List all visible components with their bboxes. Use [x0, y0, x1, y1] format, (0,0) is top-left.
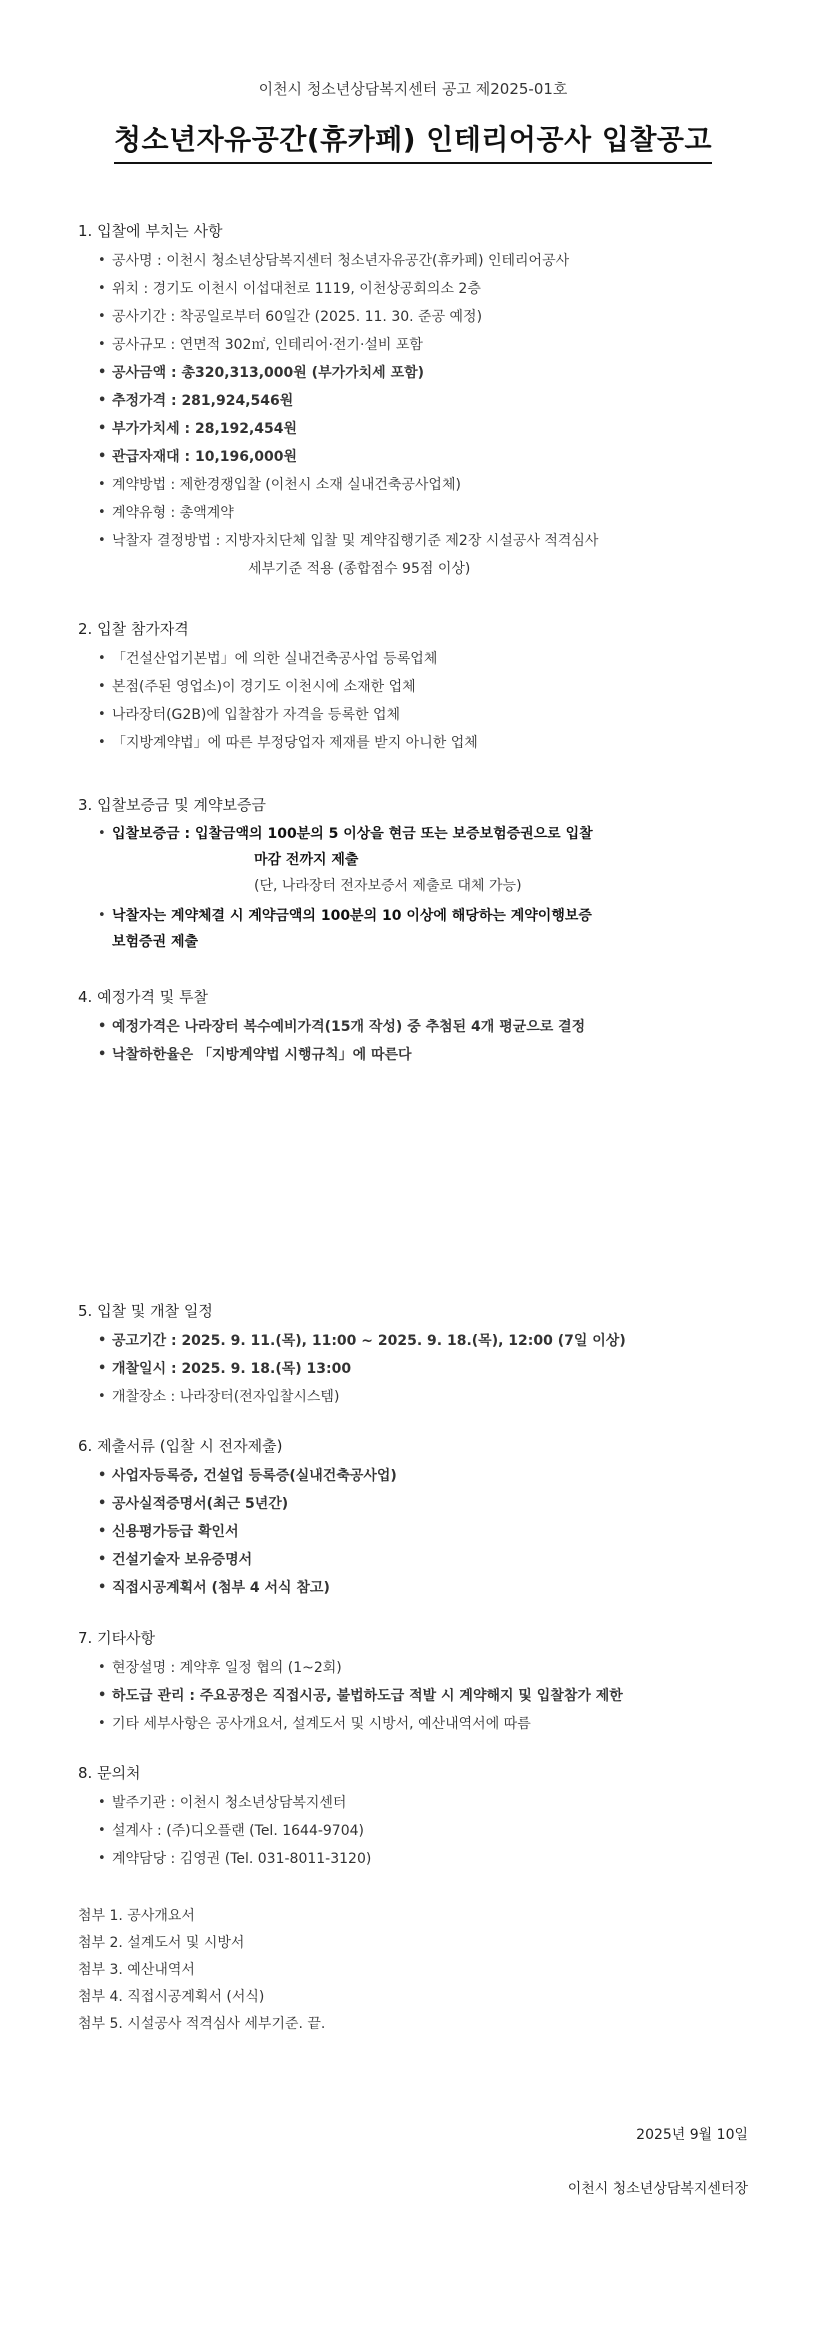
list-item [78, 471, 768, 499]
section-title: 8. 문의처 [78, 1764, 141, 1782]
item-line-note: (단, 나라장터 전자보증서 제출로 대체 가능) [254, 878, 522, 894]
section-contact [78, 1759, 768, 1873]
list-item: • 계약담당 : 김영권 (Tel. 031-8011-3120) [78, 1845, 768, 1873]
item-list [78, 1013, 768, 1069]
list-item: • 공사금액 : 총320,313,000원 (부가가치세 포함) [78, 359, 768, 387]
list-item: • 본점(주된 영업소)이 경기도 이천시에 소재한 업체 [78, 673, 768, 701]
notice-number: 이천시 청소년상담복지센터 공고 제2025-01호 [258, 80, 568, 98]
list-item: • 현장설명 : 계약후 일정 협의 (1~2회) [78, 1654, 768, 1682]
list-item: • 직접시공계획서 (첨부 4 서식 참고) [78, 1574, 768, 1602]
section-schedule [78, 1297, 768, 1411]
list-item: • 낙찰하한율은 「지방계약법 시행규칙」에 따른다 [78, 1041, 768, 1069]
list-item: • 부가가치세 : 28,192,454원 [78, 415, 768, 443]
list-item: • 공사규모 : 연면적 302㎡, 인테리어·전기·설비 포함 [78, 331, 768, 359]
notice-date: 2025년 9월 10일 [636, 2127, 748, 2143]
item-line-cont: 세부기준 적용 (종합점수 95점 이상) [248, 561, 471, 577]
list-item: • 개찰일시 : 2025. 9. 18.(목) 13:00 [78, 1355, 768, 1383]
list-item: • 기타 세부사항은 공사개요서, 설계도서 및 시방서, 예산내역서에 따름 [78, 1710, 768, 1738]
list-item: • 발주기관 : 이천시 청소년상담복지센터 [78, 1789, 768, 1817]
list-item: • 공사명 : 이천시 청소년상담복지센터 청소년자유공간(휴카페) 인테리어공사 [78, 247, 768, 275]
contract-method: 계약방법 : 제한경쟁입찰 (이천시 소재 실내건축공사업체) [112, 477, 461, 493]
section-other [78, 1624, 768, 1738]
list-item: • 하도급 관리 : 주요공정은 직접시공, 불법하도급 적발 시 계약해지 및 입찰참가 제한 [78, 1682, 768, 1710]
item-list [78, 645, 768, 757]
title-wrap [0, 118, 826, 164]
section-title: 7. 기타사항 [78, 1629, 156, 1647]
section-deposits [78, 791, 768, 955]
item-list [78, 1462, 768, 1602]
list-item: • 신용평가등급 확인서 [78, 1518, 768, 1546]
section-estimated-price [78, 983, 768, 1069]
item-list [78, 1654, 768, 1738]
list-item: • 계약유형 : 총액계약 [78, 499, 768, 527]
list-item: • 공고기간 : 2025. 9. 11.(목), 11:00 ~ 2025. 9. 18.(목), 12:00 (7일 이상) [78, 1327, 768, 1355]
list-item: • 건설기술자 보유증명서 [78, 1546, 768, 1574]
section-qualifications [78, 615, 768, 757]
item-line: • 입찰보증금 : 입찰금액의 100분의 5 이상을 현금 또는 보증보험증권으로 입찰 [112, 826, 593, 842]
section-bid-subject [78, 217, 768, 583]
item-list [78, 247, 768, 583]
issuer-name: 이천시 청소년상담복지센터장 [567, 2181, 748, 2197]
section-title: 4. 예정가격 및 투찰 [78, 988, 209, 1006]
item-list [78, 821, 768, 955]
page-title: 청소년자유공간(휴카페) 인테리어공사 입찰공고 [114, 118, 712, 164]
list-item: • 사업자등록증, 건설업 등록증(실내건축공사업) [78, 1462, 768, 1490]
list-item [78, 903, 768, 955]
attachment-item: 첨부 5. 시설공사 적격심사 세부기준. 끝. [78, 2016, 326, 2032]
list-item: • 설계사 : (주)디오플랜 (Tel. 1644-9704) [78, 1817, 768, 1845]
item-line: • 낙찰자 결정방법 : 지방자치단체 입찰 및 계약집행기준 제2장 시설공사 적격심사 [112, 533, 599, 549]
list-item: • 개찰장소 : 나라장터(전자입찰시스템) [78, 1383, 768, 1411]
attachment-item: 첨부 3. 예산내역서 [78, 1962, 195, 1978]
item-list [78, 1327, 768, 1411]
list-item: • 나라장터(G2B)에 입찰참가 자격을 등록한 업체 [78, 701, 768, 729]
section-title: 3. 입찰보증금 및 계약보증금 [78, 796, 267, 814]
list-item: • 추정가격 : 281,924,546원 [78, 387, 768, 415]
section-title: 1. 입찰에 부치는 사항 [78, 222, 223, 240]
list-item [78, 821, 768, 899]
item-line: • 낙찰자는 계약체결 시 계약금액의 100분의 10 이상에 해당하는 계약이행보증 [112, 908, 592, 924]
list-item: • 공사기간 : 착공일로부터 60일간 (2025. 11. 30. 준공 예정) [78, 303, 768, 331]
list-item: • 「지방계약법」에 따른 부정당업자 제재를 받지 아니한 업체 [78, 729, 768, 757]
attachments-list [78, 1903, 768, 2038]
list-item: • 예정가격은 나라장터 복수예비가격(15개 작성) 중 추첨된 4개 평균으로 결정 [78, 1013, 768, 1041]
section-title: 5. 입찰 및 개찰 일정 [78, 1302, 213, 1320]
list-item: • 「건설산업기본법」에 의한 실내건축공사업 등록업체 [78, 645, 768, 673]
section-title: 2. 입찰 참가자격 [78, 620, 189, 638]
list-item: • 공사실적증명서(최근 5년간) [78, 1490, 768, 1518]
list-item: • 위치 : 경기도 이천시 이섭대천로 1119, 이천상공회의소 2층 [78, 275, 768, 303]
section-documents [78, 1432, 768, 1602]
item-list [78, 1789, 768, 1873]
list-item [78, 527, 768, 583]
item-line-cont: 마감 전까지 제출 [254, 852, 359, 868]
attachment-item: 첨부 2. 설계도서 및 시방서 [78, 1935, 245, 1951]
attachment-item: 첨부 1. 공사개요서 [78, 1908, 195, 1924]
item-line-cont: 보험증권 제출 [112, 934, 199, 950]
list-item: • 관급자재대 : 10,196,000원 [78, 443, 768, 471]
attachment-item: 첨부 4. 직접시공계획서 (서식) [78, 1989, 265, 2005]
section-title: 6. 제출서류 (입찰 시 전자제출) [78, 1437, 283, 1455]
